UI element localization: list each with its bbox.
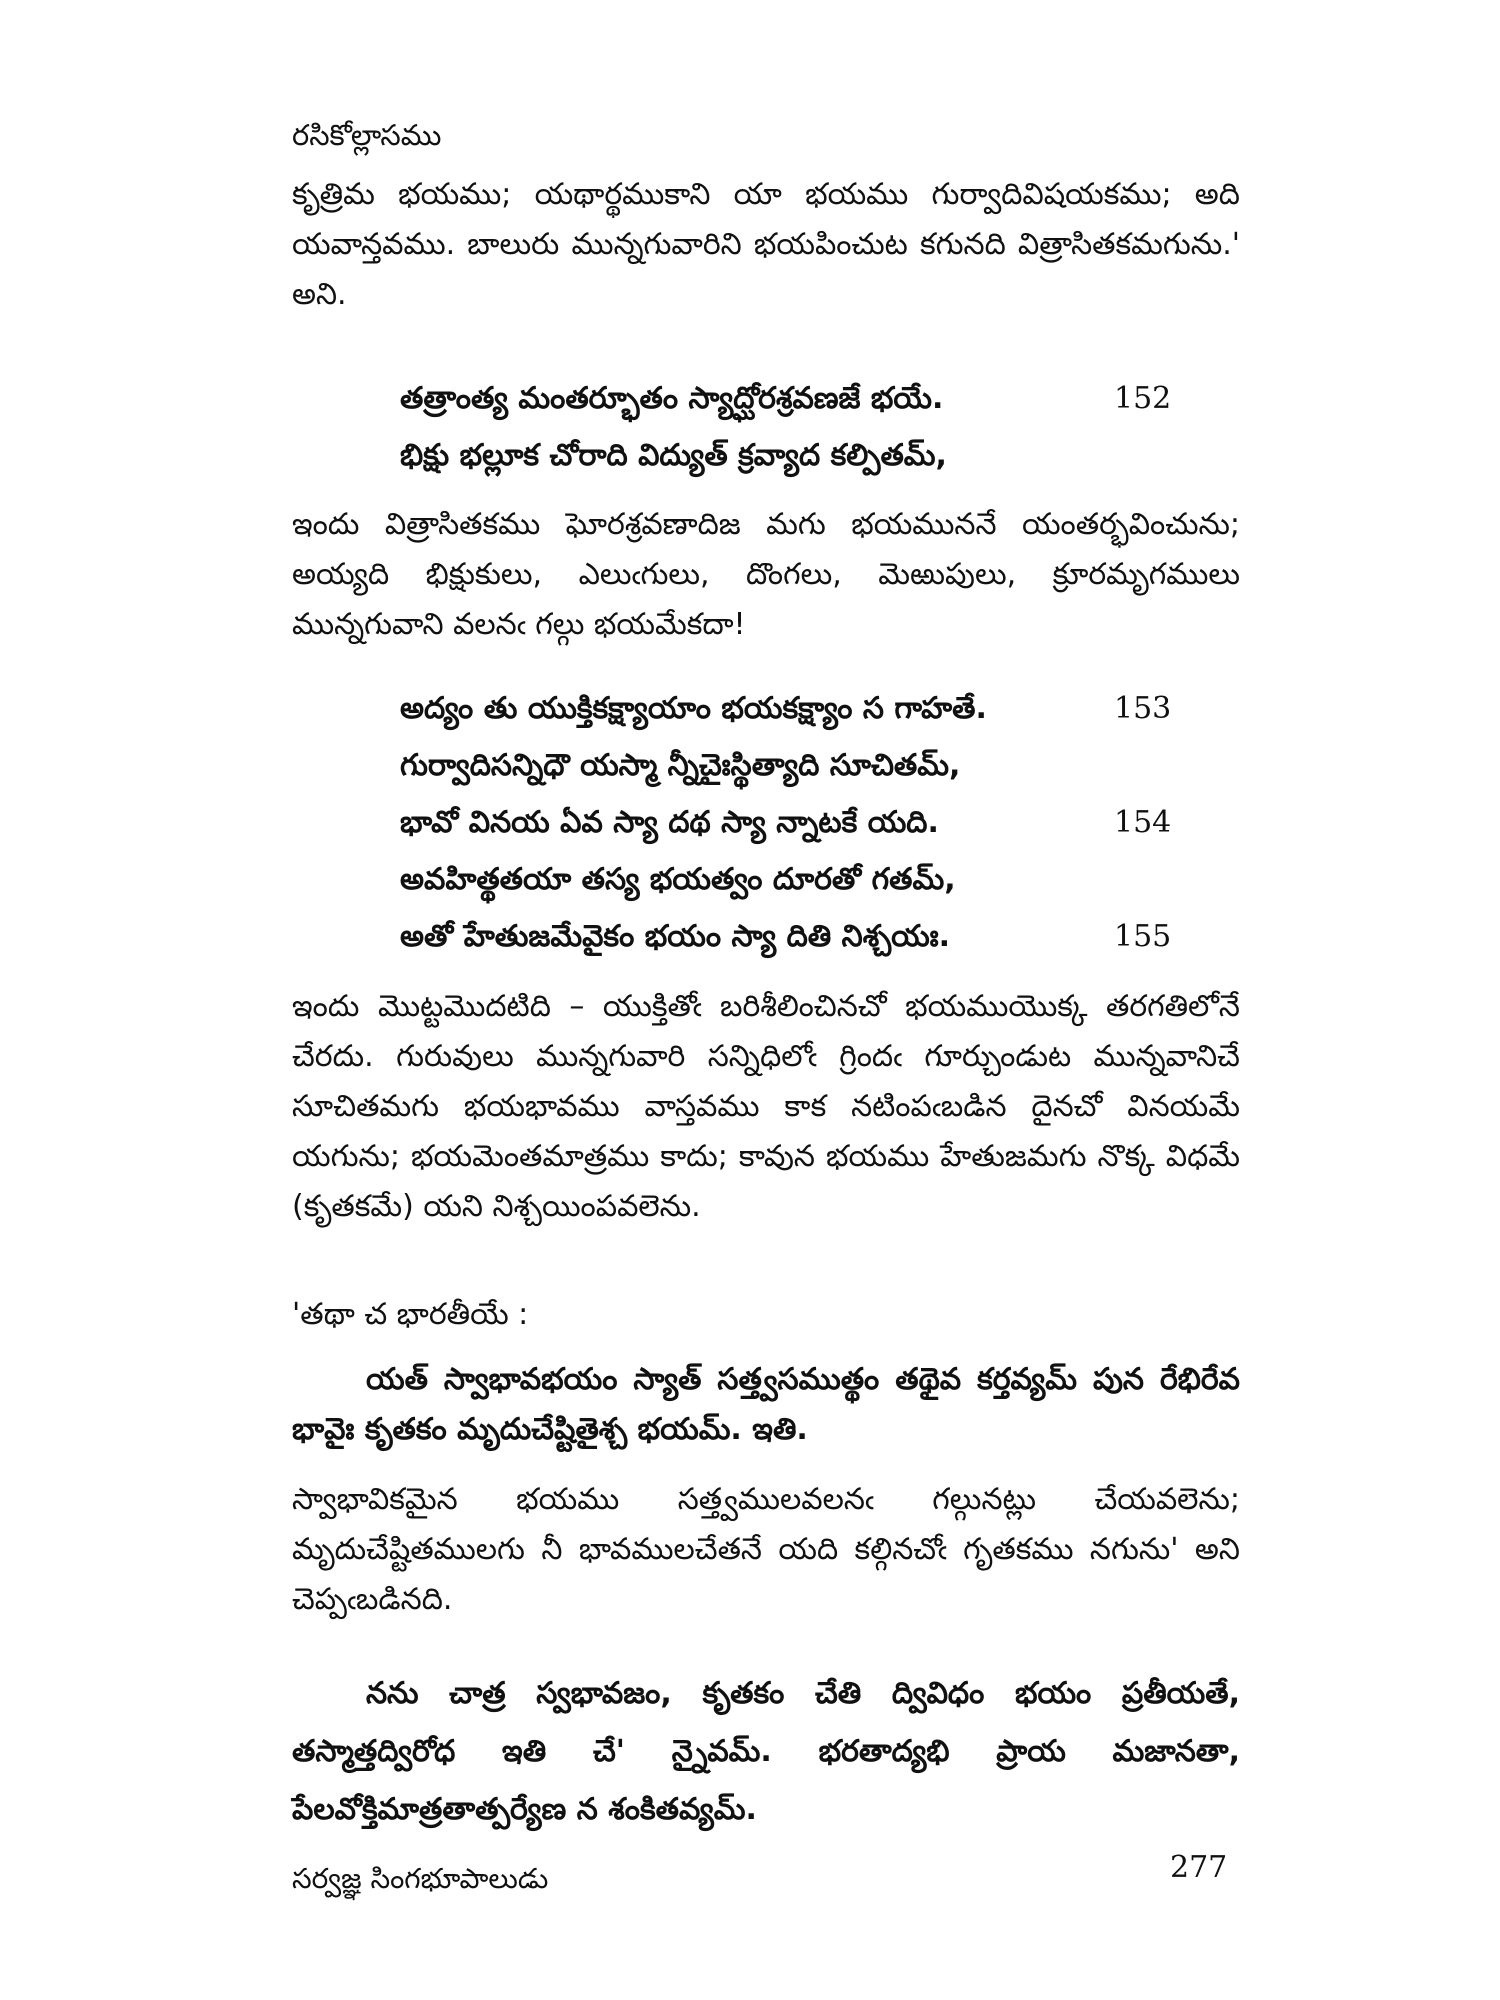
verse-number: 152: [1114, 381, 1172, 416]
paragraph-4: 'తథా చ భారతీయే :: [292, 1297, 529, 1332]
paragraph-7: నను చాత్ర స్వభావజం, కృతకం చేతి ద్వివిధం భయం ప్రతీయతే, తస్మాత్తద్విరోధ ఇతి చే' న్నైవమ్. భరతాద్యభి ప్రాయ మజానతా, పేలవోక్తిమాత్రతాత్పర్యేణ న శంకితవ్యమ్.: [292, 1676, 1240, 1827]
verse-line: [400, 908, 1172, 965]
verse-text: భావో వినయ ఏవ స్యా దథ స్యా న్నాటకే యది.: [400, 805, 939, 840]
verse-number: 155: [1114, 919, 1172, 954]
verse-text: అతో హేతుజమేవైకం భయం స్యా దితి నిశ్చయః.: [400, 919, 950, 954]
page-number: 277: [1170, 1850, 1228, 1885]
verse-number: 154: [1114, 805, 1172, 840]
verse-text: అద్యం తు యుక్తికక్ష్యాయాం భయకక్ష్యాం స గాహతే.: [400, 691, 987, 726]
paragraph-5: యత్ స్వాభావభయం స్యాత్ సత్త్వసముత్థం తథైవ కర్తవ్యమ్ పున రేభిరేవ భావైః కృతకం మృదుచేష్టితైశ్చ భయమ్. ఇతి.: [292, 1362, 1240, 1447]
paragraph-2: ఇందు విత్రాసితకము ఘోరశ్రవణాదిజ మగు భయముననే యంతర్భవించును; అయ్యది భిక్షుకులు, ఎలుఁగులు, దొంగలు, మెఱుపులు, క్రూరమృగములు మున్నగువాని వలనఁ గల్గు భయమేకదా!: [292, 507, 1240, 642]
verse-line: [400, 680, 1172, 737]
verse-text: గుర్వాదిసన్నిధౌ యస్మా న్నీచైఃస్థిత్యాది సూచితమ్,: [400, 748, 961, 783]
verse-line: [400, 851, 1160, 908]
verse-text: భిక్షు భల్లూక చోరాది విద్యుత్ క్రవ్యాద కల్పితమ్,: [400, 438, 947, 473]
verse-number: 153: [1114, 691, 1172, 726]
footer-author: సర్వజ్ఞ సింగభూపాలుడు: [292, 1862, 549, 1895]
verse-text: అవహిత్థతయా తస్య భయత్వం దూరతో గతమ్,: [400, 862, 956, 897]
paragraph-6: స్వాభావికమైన భయము సత్త్వములవలనఁ గల్గునట్లు చేయవలెను; మృదుచేష్టితములగు నీ భావములచేతనే యది కల్గినచోఁ గృతకము నగును' అని చెప్పఁబడినది.: [292, 1482, 1240, 1617]
verse-block-2: [400, 680, 1172, 965]
running-header: రసికోల్లాసము: [292, 118, 442, 152]
verse-line: [400, 370, 1172, 427]
verse-text: తత్రాంత్య మంతర్భూతం స్యాద్ఘోరశ్రవణజే భయే.: [400, 381, 944, 416]
verse-line: [400, 427, 1160, 484]
verse-line: [400, 737, 1160, 794]
paragraph-1: కృత్రిమ భయము; యథార్థముకాని యా భయము గుర్వాదివిషయకము; అది యవాన్తవము. బాలురు మున్నగువారిని భయపించుట కగునది విత్రాసితకమగును.' అని.: [292, 177, 1240, 312]
verse-line: [400, 794, 1172, 851]
verse-block-1: [400, 370, 1172, 484]
paragraph-3: ఇందు మొట్టమొదటిది – యుక్తితోఁ బరిశీలించినచో భయముయొక్క తరగతిలోనే చేరదు. గురువులు మున్నగువారి సన్నిధిలోఁ గ్రిందఁ గూర్చుండుట మున్నవానిచే సూచితమగు భయభావము వాస్తవము కాక నటింపఁబడిన దైనచో వినయమే యగును; భయమెంతమాత్రము కాదు; కావున భయము హేతుజమగు నొక్క విధమే (కృతకమే) యని నిశ్చయింపవలెను.: [292, 989, 1240, 1224]
